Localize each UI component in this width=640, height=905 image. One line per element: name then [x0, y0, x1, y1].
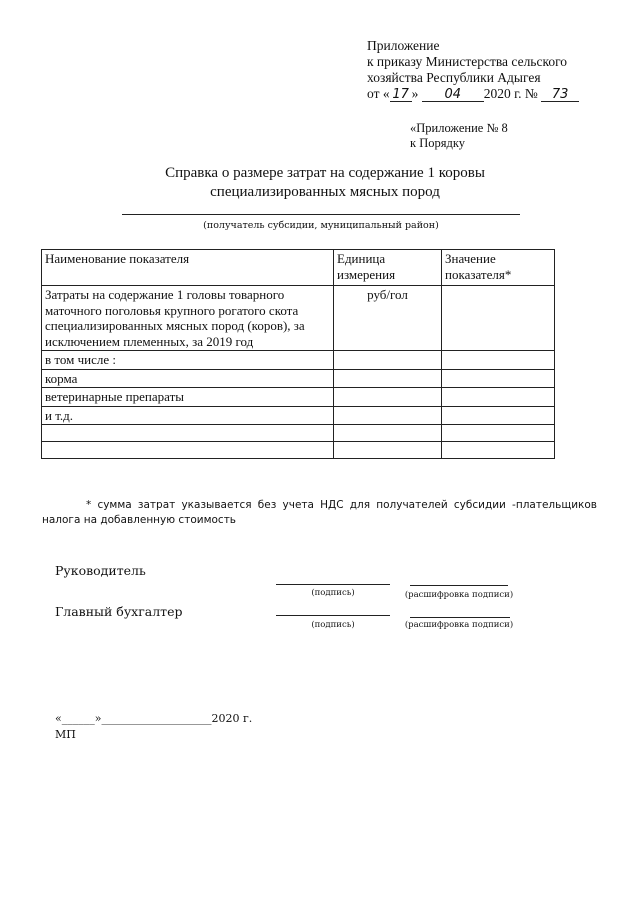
head-decode-line [410, 585, 508, 586]
row-unit-cell [334, 351, 442, 370]
date-line: «______»____________________2020 г. [55, 712, 253, 725]
row-value-cell [442, 369, 555, 388]
recipient-line [122, 214, 520, 215]
header-line-1: Приложение [367, 38, 440, 53]
column-header-value: Значение показателя* [442, 250, 555, 286]
head-label: Руководитель [55, 563, 146, 578]
row-unit-cell: руб/гол [334, 286, 442, 351]
row-value-cell [442, 388, 555, 407]
accountant-decode-line [410, 617, 510, 618]
header-line-2: к приказу Министерства сельского [367, 54, 568, 69]
costs-table [41, 249, 555, 459]
head-signature-line [276, 584, 390, 585]
row-name-cell [42, 425, 334, 442]
handwritten-number: 73 [541, 88, 579, 102]
footnote: * сумма затрат указывается без учета НДС для получателей субсидии -плательщиков налога на добавленную стоимость [42, 499, 597, 526]
row-name-cell: корма [42, 369, 334, 388]
table-row [42, 406, 555, 425]
column-header-unit: Единица измерения [334, 250, 442, 286]
title-line-2: специализированных мясных пород [210, 184, 440, 200]
row-unit-cell [334, 388, 442, 407]
recipient-caption: (получатель субсидии, муниципальный район) [203, 220, 439, 231]
row-unit-cell [334, 425, 442, 442]
from-prefix: от « [367, 86, 390, 101]
accountant-signature-line [276, 615, 390, 616]
row-name-cell [42, 442, 334, 459]
quote-close: » [411, 86, 419, 101]
row-name-cell: в том числе : [42, 351, 334, 370]
accountant-decode-caption: (расшифровка подписи) [404, 620, 514, 630]
document-title [90, 164, 560, 202]
annex-line-1: «Приложение № 8 [410, 121, 508, 135]
row-unit-cell [334, 442, 442, 459]
handwritten-day: 17 [390, 88, 412, 102]
row-name-cell: Затраты на содержание 1 головы товарного маточного поголовья крупного рогатого скота специализированных мясных пород (коров), за исключением племенных, за 2019 год [42, 286, 334, 351]
row-value-cell [442, 351, 555, 370]
accountant-signature-caption: (подпись) [311, 620, 355, 630]
table-row [42, 286, 555, 351]
table-row [42, 351, 555, 370]
stamp-placeholder: МП [55, 728, 76, 741]
row-name-cell: ветеринарные препараты [42, 388, 334, 407]
table-row [42, 388, 555, 407]
row-unit-cell [334, 369, 442, 388]
row-unit-cell [334, 406, 442, 425]
approval-header [367, 38, 579, 102]
head-decode-caption: (расшифровка подписи) [404, 590, 514, 600]
row-value-cell [442, 406, 555, 425]
row-name-cell: и т.д. [42, 406, 334, 425]
year-and-number-label: 2020 г. № [483, 86, 538, 101]
handwritten-month: 04 [422, 88, 484, 102]
header-date-line [367, 86, 579, 102]
header-line-3: хозяйства Республики Адыгея [367, 70, 541, 85]
head-signature-caption: (подпись) [311, 588, 355, 598]
table-row [42, 442, 555, 459]
title-line-1: Справка о размере затрат на содержание 1 коровы [165, 165, 485, 181]
accountant-label: Главный бухгалтер [55, 604, 183, 619]
annex-line-2: к Порядку [410, 136, 465, 150]
row-value-cell [442, 442, 555, 459]
row-value-cell [442, 286, 555, 351]
annex-reference [410, 121, 508, 151]
table-row [42, 425, 555, 442]
table-row [42, 369, 555, 388]
table-header-row [42, 250, 555, 286]
row-value-cell [442, 425, 555, 442]
column-header-name: Наименование показателя [42, 250, 334, 286]
